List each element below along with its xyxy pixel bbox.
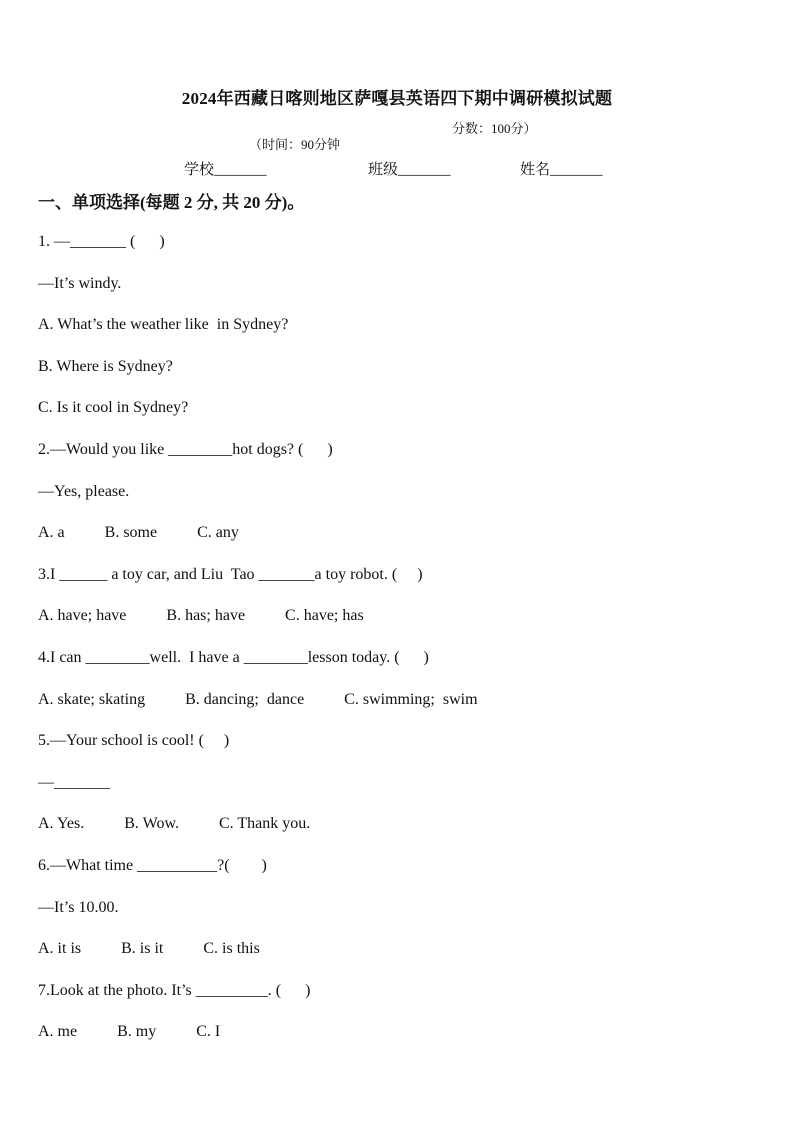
question-5-options: A. Yes. B. Wow. C. Thank you. [38,815,311,833]
class-field: 班级_______ [368,162,451,178]
section-heading: 一、单项选择(每题 2 分, 共 20 分)。 [38,193,305,212]
question-list [38,230,758,1062]
question-2-options: A. a B. some C. any [38,524,239,542]
question-3-prompt: 3.I ______ a toy car, and Liu Tao _______a toy robot. ( ) [38,565,423,583]
question-6-response: —It’s 10.00. [38,898,119,916]
question-7-options: A. me B. my C. I [38,1023,221,1041]
question-1-response: —It’s windy. [38,274,122,292]
question-2-prompt: 2.—Would you like ________hot dogs? ( ) [38,440,333,458]
question-1-option-a: A. What’s the weather like in Sydney? [38,316,289,334]
exam-time: （时间：90分钟 [249,137,341,152]
name-field: 姓名_______ [520,162,603,178]
question-4-prompt: 4.I can ________well. I have a ________lesson today. ( ) [38,648,429,666]
page-title: 2024年西藏日喀则地区萨嘎县英语四下期中调研模拟试题 [181,89,613,108]
question-1-option-b: B. Where is Sydney? [38,357,173,375]
question-5-prompt: 5.—Your school is cool! ( ) [38,732,230,750]
question-1-option-c: C. Is it cool in Sydney? [38,399,189,417]
question-3-options: A. have; have B. has; have C. have; has [38,607,364,625]
question-4-options: A. skate; skating B. dancing; dance C. swimming; swim [38,690,478,708]
question-6-options: A. it is B. is it C. is this [38,940,260,958]
question-7-prompt: 7.Look at the photo. It’s _________. ( ) [38,981,311,999]
question-1-prompt: 1. —_______ ( ) [38,233,165,250]
question-5-response: —_______ [38,773,110,791]
question-2-response: —Yes, please. [38,482,130,500]
question-6-prompt: 6.—What time __________?( ) [38,856,267,874]
exam-score: 分数：100分） [452,121,537,136]
school-field: 学校_______ [184,162,267,178]
